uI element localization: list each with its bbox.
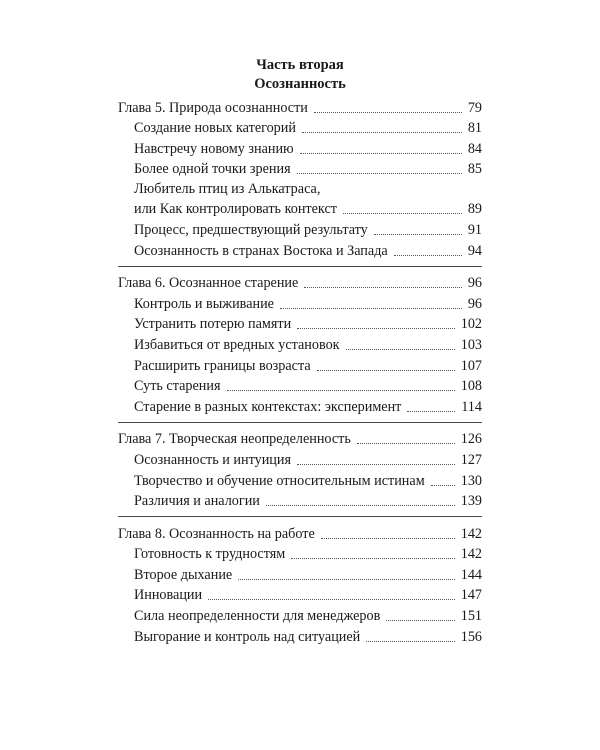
- part-title: Осознанность: [254, 76, 346, 92]
- dot-leader: [291, 558, 455, 559]
- page-number: 126: [460, 431, 482, 448]
- chapter-block-6: [118, 273, 482, 423]
- toc-entry-section[interactable]: [118, 605, 482, 626]
- page-number: 91: [467, 221, 482, 238]
- toc-entry-section[interactable]: [118, 626, 482, 647]
- page-number: 103: [460, 336, 482, 353]
- toc-entry-chapter[interactable]: [118, 429, 482, 450]
- dot-leader: [431, 485, 455, 486]
- chapter-block-7: [118, 429, 482, 517]
- page-number: 139: [460, 493, 482, 510]
- dot-leader: [266, 505, 455, 506]
- dot-leader: [297, 173, 462, 174]
- section-title: Процесс, предшествующий результату: [134, 221, 368, 238]
- page-number: 147: [460, 587, 482, 604]
- page-number: 94: [467, 242, 482, 259]
- dot-leader: [346, 349, 455, 350]
- section-title: Навстречу новому знанию: [134, 140, 294, 157]
- section-title: Осознанность и интуиция: [134, 451, 292, 468]
- dot-leader: [300, 153, 462, 154]
- toc-entry-section[interactable]: [118, 449, 482, 470]
- section-title: или Как контролировать контекст: [134, 201, 337, 218]
- page-number: 130: [460, 472, 482, 489]
- page-number: 144: [460, 566, 482, 583]
- page-number: 156: [460, 628, 482, 645]
- page-number: 107: [460, 357, 482, 374]
- toc-entry-section[interactable]: [118, 314, 482, 335]
- toc-entry-section[interactable]: [118, 470, 482, 491]
- chapter-block-5: [118, 97, 482, 267]
- dot-leader: [227, 390, 455, 391]
- toc-entry-section[interactable]: [118, 179, 482, 219]
- page-number: 96: [467, 295, 482, 312]
- page-number: 108: [460, 378, 482, 395]
- dot-leader: [357, 443, 455, 444]
- dot-leader: [394, 255, 462, 256]
- dot-leader: [321, 538, 455, 539]
- chapter-title: Глава 7. Творческая неопределенность: [118, 431, 351, 448]
- toc-entry-section[interactable]: [118, 159, 482, 180]
- dot-leader: [302, 132, 462, 133]
- chapter-block-8: [118, 523, 482, 652]
- toc-entry-section[interactable]: [118, 355, 482, 376]
- page-number: 84: [467, 140, 482, 157]
- toc-entry-section[interactable]: [118, 544, 482, 565]
- dot-leader: [317, 370, 455, 371]
- page-number: 127: [460, 451, 482, 468]
- section-title: Осознанность в странах Востока и Запада: [134, 242, 388, 259]
- toc-entry-section[interactable]: [118, 396, 482, 417]
- dot-leader: [314, 112, 462, 113]
- table-of-contents: [118, 97, 482, 658]
- page-number: 142: [460, 525, 482, 542]
- section-title: Выгорание и контроль над ситуацией: [134, 628, 361, 645]
- page-number: 102: [460, 316, 482, 333]
- toc-entry-section[interactable]: [118, 219, 482, 240]
- toc-entry-section[interactable]: [118, 240, 482, 261]
- toc-entry-section[interactable]: [118, 118, 482, 139]
- dot-leader: [407, 411, 455, 412]
- toc-entry-section[interactable]: [118, 138, 482, 159]
- dot-leader: [280, 308, 462, 309]
- section-title-line1: Любитель птиц из Алькатраса,: [134, 181, 321, 198]
- dot-leader: [366, 641, 454, 642]
- dot-leader: [386, 620, 454, 621]
- dot-leader: [208, 599, 455, 600]
- section-title: Контроль и выживание: [134, 295, 274, 312]
- chapter-title: Глава 5. Природа осознанности: [118, 99, 308, 116]
- toc-entry-chapter[interactable]: [118, 273, 482, 294]
- page-number: 142: [460, 546, 482, 563]
- chapter-title: Глава 8. Осознанность на работе: [118, 525, 315, 542]
- section-title: Второе дыхание: [134, 566, 233, 583]
- toc-entry-section[interactable]: [118, 293, 482, 314]
- dot-leader: [304, 287, 461, 288]
- part-header: [0, 56, 600, 94]
- page-number: 79: [467, 99, 482, 116]
- section-title: Избавиться от вредных установок: [134, 336, 340, 353]
- section-title: Старение в разных контекстах: эксперимент: [134, 398, 402, 415]
- dot-leader: [374, 234, 462, 235]
- section-title: Создание новых категорий: [134, 120, 296, 137]
- chapter-title: Глава 6. Осознанное старение: [118, 275, 299, 292]
- page-number: 85: [467, 161, 482, 178]
- section-title: Суть старения: [134, 378, 221, 395]
- dot-leader: [238, 579, 455, 580]
- page-number: 151: [460, 608, 482, 625]
- section-title: Расширить границы возраста: [134, 357, 311, 374]
- section-title: Инновации: [134, 587, 203, 604]
- toc-entry-section[interactable]: [118, 564, 482, 585]
- toc-entry-chapter[interactable]: [118, 523, 482, 544]
- page-number: 114: [461, 398, 482, 415]
- toc-entry-chapter[interactable]: [118, 97, 482, 118]
- toc-entry-section[interactable]: [118, 491, 482, 512]
- part-number: Часть вторая: [256, 57, 344, 73]
- section-title: Устранить потерю памяти: [134, 316, 292, 333]
- dot-leader: [297, 328, 454, 329]
- dot-leader: [343, 213, 462, 214]
- toc-entry-section[interactable]: [118, 334, 482, 355]
- dot-leader: [297, 464, 455, 465]
- page-number: 81: [467, 120, 482, 137]
- page-number: 89: [467, 201, 482, 218]
- toc-entry-section[interactable]: [118, 376, 482, 397]
- page-number: 96: [467, 275, 482, 292]
- section-title: Творчество и обучение относительным истинам: [134, 472, 425, 489]
- section-title: Более одной точки зрения: [134, 161, 291, 178]
- toc-entry-section[interactable]: [118, 585, 482, 606]
- section-title: Сила неопределенности для менеджеров: [134, 608, 381, 625]
- section-title: Готовность к трудностям: [134, 546, 286, 563]
- section-title: Различия и аналогии: [134, 493, 260, 510]
